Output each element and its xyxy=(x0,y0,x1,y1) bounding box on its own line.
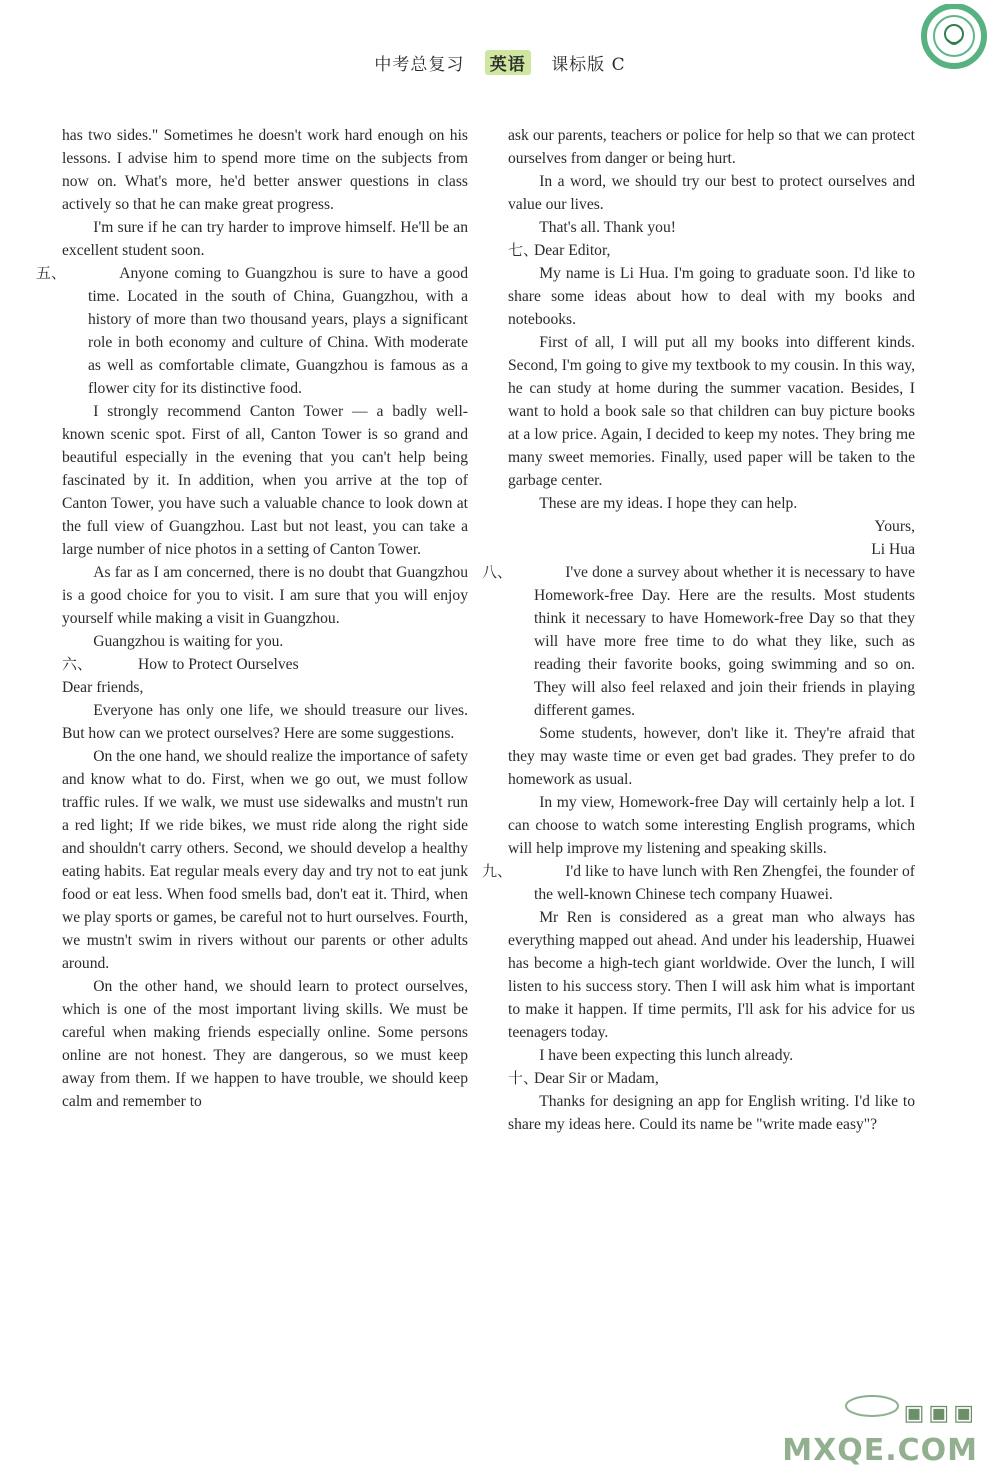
paragraph: My name is Li Hua. I'm going to graduate soon. I'd like to share some ideas about how to deal with my books and notebooks. xyxy=(508,265,915,328)
paragraph: On the other hand, we should learn to protect ourselves, which is one of the most important living skills. We must be careful when making friends especially online. Some persons online are not honest. They are dangerous, so we must keep away from them. If we happen to have trouble, we should keep calm and remember to xyxy=(62,978,468,1110)
paragraph: Mr Ren is considered as a great man who always has everything mapped out ahead. And under his leadership, Huawei has become a high-tech giant worldwide. Over the lunch, I will listen to his success story. Then I will ask him what is important to make it happen. If time permits, I'll ask for his advice for us teenagers today. xyxy=(508,909,915,1041)
paragraph: Everyone has only one life, we should treasure our lives. But how can we protect ourselves? Here are some suggestions. xyxy=(62,702,468,742)
section-item xyxy=(508,1067,915,1090)
signoff-line: Li Hua xyxy=(871,541,915,558)
section-item xyxy=(482,860,915,906)
subject-badge: 英语 xyxy=(485,50,531,75)
paragraph: These are my ideas. I hope they can help. xyxy=(539,495,798,512)
watermark-mark-icon: ▣▣▣ xyxy=(903,1401,978,1426)
paragraph: Thanks for designing an app for English writing. I'd like to share my ideas here. Could its name be "write made easy"? xyxy=(508,1093,915,1133)
section-number: 五、 xyxy=(36,264,67,282)
paragraph: Guangzhou is waiting for you. xyxy=(93,633,284,650)
paragraph-continuation: has two sides." Sometimes he doesn't work hard enough on his lessons. I advise him to spend more time on the subjects from now on. What's more, he'd better answer questions in class actively so that he can make great progress. xyxy=(62,127,468,213)
watermark xyxy=(782,1388,992,1478)
book-title: 中考总复习 xyxy=(374,55,465,75)
section-text: Anyone coming to Guangzhou is sure to have a good time. Located in the south of China, Guangzhou, with a history of more than two thousand years, plays a significant role in both economy and culture of China. With moderate as well as comfortable climate, Guangzhou is famous as a flower city for its distinctive food. xyxy=(88,265,468,397)
paragraph: I strongly recommend Canton Tower — a badly well-known scenic spot. First of all, Canton Tower is so grand and beautiful especially in the evening that you can't help being fascinated by it. In addition, when you arrive at the top of Canton Tower, you have such a valuable chance to look down at the full view of Guangzhou. Last but not least, you can take a large number of nice photos in a setting of Canton Tower. xyxy=(62,403,468,558)
paragraph: In a word, we should try our best to protect ourselves and value our lives. xyxy=(508,173,915,213)
publisher-seal-icon xyxy=(908,4,988,84)
paragraph-continuation: ask our parents, teachers or police for help so that we can protect ourselves from danger or being hurt. xyxy=(508,127,915,167)
paragraph: In my view, Homework-free Day will certainly help a lot. I can choose to watch some interesting English programs, which will help improve my listening and speaking skills. xyxy=(508,794,915,857)
page-header xyxy=(0,50,1000,84)
paragraph: As far as I am concerned, there is no doubt that Guangzhou is a good choice for you to visit. I am sure that you will enjoy yourself while making a visit in Guangzhou. xyxy=(62,564,468,627)
paragraph-continuation: Dear friends, xyxy=(62,679,144,696)
letter-salutation: Dear Sir or Madam, xyxy=(534,1070,659,1087)
section-number: 八、 xyxy=(482,563,513,581)
paragraph: That's all. Thank you! xyxy=(539,219,676,236)
paragraph: Some students, however, don't like it. They're afraid that they may waste time or even get bad grades. They prefer to do homework as usual. xyxy=(508,725,915,788)
section-item xyxy=(482,561,915,722)
signoff-line: Yours, xyxy=(874,518,915,535)
section-item xyxy=(62,653,468,676)
right-column xyxy=(482,124,915,1136)
left-column xyxy=(36,124,468,1113)
paragraph: I'm sure if he can try harder to improve himself. He'll be an excellent student soon. xyxy=(62,219,468,259)
section-number: 九、 xyxy=(482,862,513,880)
edition-label: 课标版 C xyxy=(551,55,626,75)
paragraph: I have been expecting this lunch already. xyxy=(539,1047,794,1064)
watermark-logo-icon xyxy=(842,1388,902,1418)
letter-salutation: Dear Editor, xyxy=(534,242,611,259)
paragraph: On the one hand, we should realize the importance of safety and know what to do. First, when we go out, we must follow traffic rules. If we walk, we must use sidewalks and mustn't run a red light; If we ride bikes, we must ride along the right side and shouldn't carry others. Second, we should develop a healthy eating habits. Eat regular meals every day and try not to eat junk food or eat less. When food smells bad, don't eat it. Third, when we play sports or games, be careful not to hurt ourselves. Fourth, we mustn't swim in rivers without our parents or other adults around. xyxy=(62,748,468,972)
section-text: I'd like to have lunch with Ren Zhengfei, the founder of the well-known Chinese tech company Huawei. xyxy=(534,863,915,903)
section-item xyxy=(508,239,915,262)
paragraph: First of all, I will put all my books into different kinds. Second, I'm going to give my textbook to my cousin. In this way, he can study at home during the summer vacation. Besides, I want to hold a book sale so that children can buy picture books at a low price. Again, I decided to keep my notes. They bring me many sweet memories. Finally, used paper will be taken to the garbage center. xyxy=(508,334,915,489)
section-number: 六、 xyxy=(62,655,93,673)
section-item xyxy=(36,262,468,400)
section-text: I've done a survey about whether it is necessary to have Homework-free Day. Here are the results. Most students think it necessary to have Homework-free Day so that they will have more free time to do what they like, such as reading their favorite books, going swimming and so on. They will also feel relaxed and join their friends in playing different games. xyxy=(534,564,915,719)
watermark-text: MXQE.COM xyxy=(782,1433,978,1468)
section-number: 七、 xyxy=(508,241,539,259)
essay-title: How to Protect Ourselves xyxy=(138,656,299,673)
section-number: 十、 xyxy=(508,1069,539,1087)
